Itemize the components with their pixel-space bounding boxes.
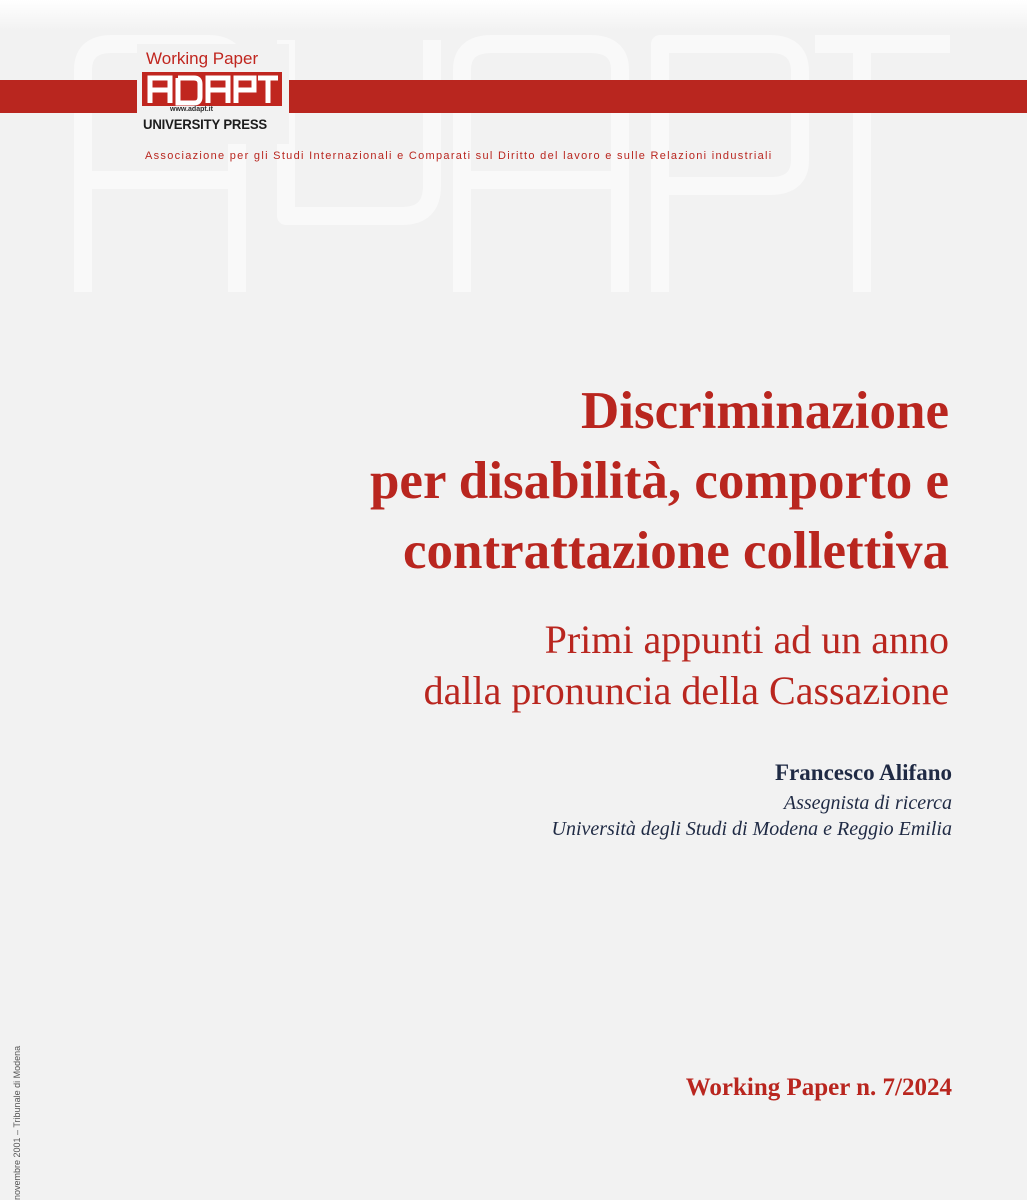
title-line-2: per disabilità, comporto e	[369, 452, 949, 510]
author-name: Francesco Alifano	[775, 760, 952, 785]
subtitle-line-1: Primi appunti ad un anno	[544, 617, 949, 662]
logo-url: www.adapt.it	[170, 106, 213, 113]
author-affiliation: Università degli Studi di Modena e Reggio Emilia	[551, 818, 952, 840]
working-paper-number: Working Paper n. 7/2024	[685, 1074, 952, 1101]
series-label: Working Paper	[146, 49, 259, 68]
title-line-3: contrattazione collettiva	[403, 522, 949, 580]
paper-subtitle	[189, 614, 949, 716]
adapt-logo	[142, 72, 282, 106]
title-line-1: Discriminazione	[581, 382, 949, 440]
subtitle-line-2: dalla pronuncia della Cassazione	[423, 668, 949, 713]
registration-side-note: novembre 2001 – Tribunale di Modena	[12, 1045, 22, 1200]
author-role: Assegnista di ricerca	[783, 792, 952, 814]
university-press-label: UNIVERSITY PRESS	[143, 116, 268, 132]
paper-title	[189, 376, 949, 586]
association-tagline: Associazione per gli Studi Internazionali e Comparati sul Diritto del lavoro e sulle Relazioni industriali	[145, 150, 773, 162]
